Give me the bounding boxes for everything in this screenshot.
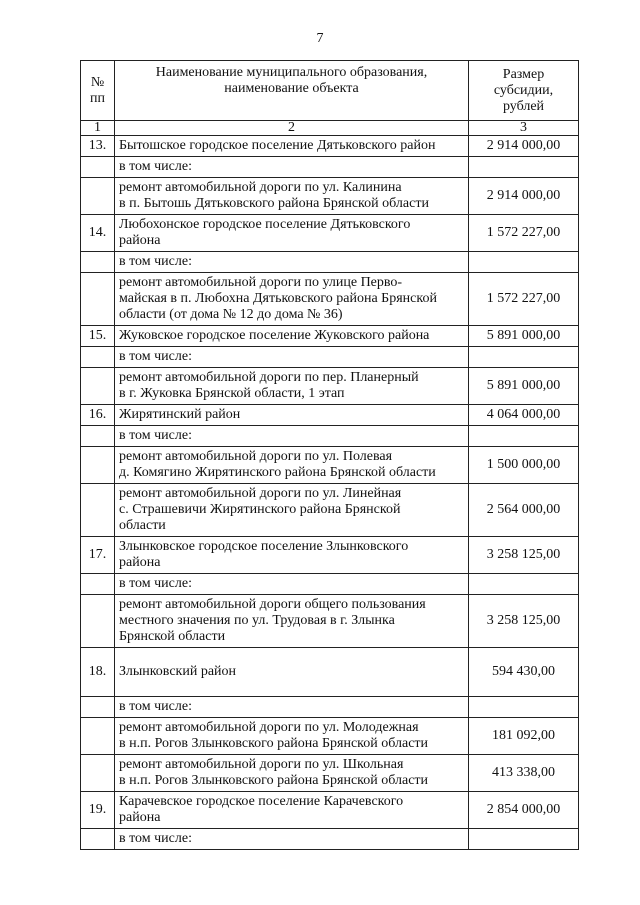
row-name: ремонт автомобильной дороги по пер. Планерный в г. Жуковка Брянской области, 1 этап [115, 368, 469, 405]
row-number [81, 347, 115, 368]
row-name: в том числе: [115, 574, 469, 595]
row-amount: 1 572 227,00 [469, 215, 579, 252]
row-name: в том числе: [115, 157, 469, 178]
header-name: Наименование муниципального образования, наименование объекта [115, 61, 469, 121]
row-name: в том числе: [115, 697, 469, 718]
row-amount [469, 347, 579, 368]
row-name: ремонт автомобильной дороги по ул. Калинина в п. Бытошь Дятьковского района Брянской области [115, 178, 469, 215]
table-row [81, 718, 579, 755]
row-amount: 2 564 000,00 [469, 484, 579, 537]
row-amount: 3 258 125,00 [469, 595, 579, 648]
table-row [81, 136, 579, 157]
row-name: ремонт автомобильной дороги по ул. Линейная с. Страшевичи Жирятинского района Брянской области [115, 484, 469, 537]
row-number [81, 368, 115, 405]
row-amount: 413 338,00 [469, 755, 579, 792]
column-number-1: 1 [81, 121, 115, 136]
row-number [81, 829, 115, 850]
table-row [81, 792, 579, 829]
page-number: 7 [316, 31, 324, 46]
row-amount: 2 854 000,00 [469, 792, 579, 829]
row-name: ремонт автомобильной дороги общего пользования местного значения по ул. Трудовая в г. Злынка Брянской области [115, 595, 469, 648]
table-row [81, 447, 579, 484]
row-name: в том числе: [115, 426, 469, 447]
table-row [81, 755, 579, 792]
table-row [81, 252, 579, 273]
row-name: Жуковское городское поселение Жуковского района [115, 326, 469, 347]
row-name: в том числе: [115, 829, 469, 850]
row-name: Карачевское городское поселение Карачевского района [115, 792, 469, 829]
row-number: 16. [81, 405, 115, 426]
row-name: Жирятинский район [115, 405, 469, 426]
table-row [81, 537, 579, 574]
table-row [81, 178, 579, 215]
row-number: 14. [81, 215, 115, 252]
row-name: ремонт автомобильной дороги по ул. Школьная в н.п. Рогов Злынковского района Брянской области [115, 755, 469, 792]
row-amount: 1 500 000,00 [469, 447, 579, 484]
table-row [81, 215, 579, 252]
header-amount: Размер субсидии, рублей [469, 61, 579, 121]
row-name: Злынковское городское поселение Злынковского района [115, 537, 469, 574]
row-name: Бытошское городское поселение Дятьковского район [115, 136, 469, 157]
table-header-row [81, 61, 579, 121]
row-amount: 2 914 000,00 [469, 178, 579, 215]
row-amount: 2 914 000,00 [469, 136, 579, 157]
column-number-row [81, 121, 579, 136]
table-row [81, 405, 579, 426]
table-row [81, 426, 579, 447]
row-number [81, 697, 115, 718]
row-amount [469, 426, 579, 447]
row-number: 19. [81, 792, 115, 829]
row-number: 18. [81, 648, 115, 697]
row-number [81, 595, 115, 648]
table-row [81, 648, 579, 697]
row-name: в том числе: [115, 347, 469, 368]
row-name: ремонт автомобильной дороги по ул. Полевая д. Комягино Жирятинского района Брянской области [115, 447, 469, 484]
row-amount: 181 092,00 [469, 718, 579, 755]
row-amount: 1 572 227,00 [469, 273, 579, 326]
row-number: 17. [81, 537, 115, 574]
row-number [81, 484, 115, 537]
row-number [81, 178, 115, 215]
row-name: Любохонское городское поселение Дятьковского района [115, 215, 469, 252]
table-row [81, 595, 579, 648]
table-row [81, 326, 579, 347]
table-row [81, 347, 579, 368]
row-amount: 5 891 000,00 [469, 368, 579, 405]
row-amount [469, 574, 579, 595]
row-amount [469, 829, 579, 850]
subsidy-table [80, 60, 579, 850]
row-amount [469, 157, 579, 178]
row-number [81, 447, 115, 484]
table-row [81, 697, 579, 718]
table-row [81, 574, 579, 595]
row-amount [469, 252, 579, 273]
row-number [81, 755, 115, 792]
row-name: Злынковский район [115, 648, 469, 697]
row-name: в том числе: [115, 252, 469, 273]
row-number: 13. [81, 136, 115, 157]
row-amount: 4 064 000,00 [469, 405, 579, 426]
row-amount: 594 430,00 [469, 648, 579, 697]
row-number [81, 157, 115, 178]
row-name: ремонт автомобильной дороги по ул. Молодежная в н.п. Рогов Злынковского района Брянской области [115, 718, 469, 755]
row-amount: 3 258 125,00 [469, 537, 579, 574]
table-row [81, 484, 579, 537]
column-number-2: 2 [115, 121, 469, 136]
table-row [81, 368, 579, 405]
row-number [81, 718, 115, 755]
row-number [81, 574, 115, 595]
row-amount [469, 697, 579, 718]
row-number: 15. [81, 326, 115, 347]
row-amount: 5 891 000,00 [469, 326, 579, 347]
row-number [81, 252, 115, 273]
row-name: ремонт автомобильной дороги по улице Перво- майская в п. Любохна Дятьковского района Брянской области (от дома № 12 до дома № 36) [115, 273, 469, 326]
table-row [81, 273, 579, 326]
table-row [81, 829, 579, 850]
row-number [81, 426, 115, 447]
row-number [81, 273, 115, 326]
column-number-3: 3 [469, 121, 579, 136]
header-number: № пп [81, 61, 115, 121]
table-row [81, 157, 579, 178]
